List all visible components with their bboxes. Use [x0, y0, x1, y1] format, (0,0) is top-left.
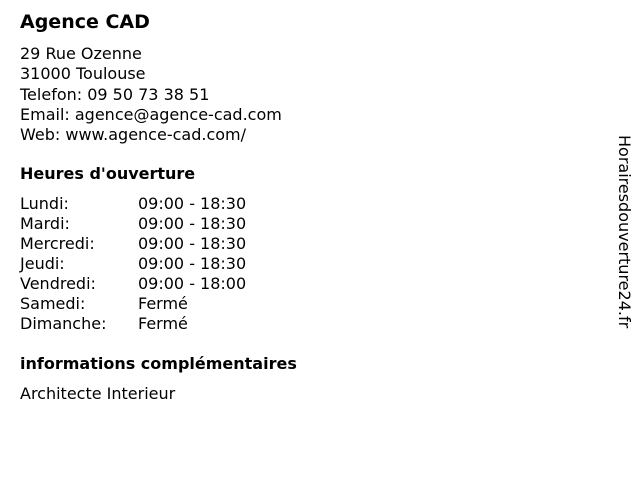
time-value: 09:00 - 18:30	[138, 214, 247, 233]
day-label: Vendredi:	[20, 274, 96, 293]
phone-line: Telefon: 09 50 73 38 51	[20, 84, 210, 104]
time-value: Fermé	[138, 294, 188, 313]
day-label: Dimanche:	[20, 314, 107, 333]
day-label: Lundi:	[20, 194, 69, 213]
email-line: Email: agence@agence-cad.com	[20, 104, 282, 124]
day-label: Samedi:	[20, 294, 86, 313]
hours-row-saturday	[20, 294, 246, 314]
business-name: Agence CAD	[20, 11, 150, 33]
site-watermark: Horairesdouverture24.fr	[615, 135, 634, 329]
web-line: Web: www.agence-cad.com/	[20, 125, 246, 145]
hours-row-wednesday	[20, 234, 246, 254]
day-label: Jeudi:	[20, 254, 65, 273]
day-label: Mardi:	[20, 214, 70, 233]
time-value: 09:00 - 18:30	[138, 234, 247, 253]
time-value: 09:00 - 18:30	[138, 194, 247, 213]
address-street: 29 Rue Ozenne	[20, 44, 142, 63]
hours-row-tuesday	[20, 214, 246, 234]
info-heading: informations complémentaires	[20, 354, 297, 373]
hours-row-friday	[20, 274, 246, 294]
time-value: Fermé	[138, 314, 188, 333]
hours-row-thursday	[20, 254, 246, 274]
hours-heading: Heures d'ouverture	[20, 164, 196, 183]
address-city: 31000 Toulouse	[20, 64, 146, 84]
hours-row-sunday	[20, 314, 246, 334]
time-value: 09:00 - 18:30	[138, 254, 247, 273]
hours-table	[20, 194, 246, 334]
contact-block	[20, 44, 282, 145]
info-text: Architecte Interieur	[20, 384, 176, 403]
hours-row-monday	[20, 194, 246, 214]
time-value: 09:00 - 18:00	[138, 274, 247, 293]
day-label: Mercredi:	[20, 234, 95, 253]
